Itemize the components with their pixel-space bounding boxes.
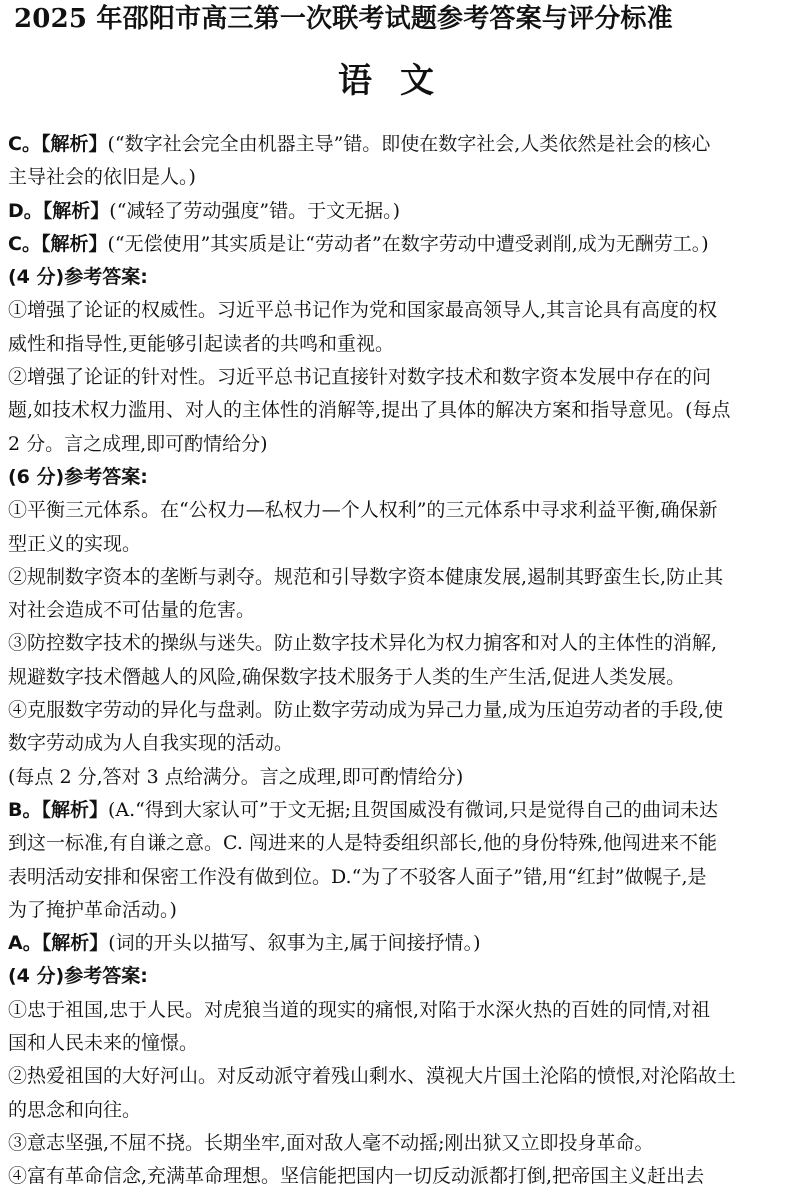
answer-text: (词的开头以描写、叙事为主,属于间接抒情。)	[108, 932, 481, 955]
answer-line	[8, 594, 800, 627]
answer-line	[8, 694, 800, 727]
answer-line	[8, 661, 800, 694]
answer-text: 2 分。言之成理,即可酌情给分)	[8, 432, 268, 455]
answer-label: D。【解析】	[8, 199, 110, 222]
answer-line	[8, 294, 800, 327]
answer-line	[8, 461, 800, 494]
answer-text: 威性和指导性,更能够引起读者的共鸣和重视。	[8, 332, 395, 355]
answer-text: 规避数字技术僭越人的风险,确保数字技术服务于人类的生产生活,促进人类发展。	[8, 665, 686, 688]
answer-text: 对社会造成不可估量的危害。	[8, 599, 256, 622]
answer-line	[8, 1160, 800, 1193]
answer-line	[8, 761, 800, 794]
answer-line	[8, 727, 800, 760]
answer-line	[8, 195, 800, 228]
answer-text: 主导社会的依旧是人。)	[8, 166, 196, 189]
answer-text: ①增强了论证的权威性。习近平总书记作为党和国家最高领导人,其言论具有高度的权	[8, 299, 718, 322]
answer-label: (4 分)参考答案:	[8, 266, 148, 289]
answer-text: 题,如技术权力滥用、对人的主体性的消解等,提出了具体的解决方案和指导意见。(每点	[8, 399, 731, 422]
answer-label: (4 分)参考答案:	[8, 965, 148, 988]
answer-line	[8, 261, 800, 294]
answer-text: 数字劳动成为人自我实现的活动。	[8, 732, 294, 755]
answer-label: C。【解析】	[8, 232, 108, 255]
page-title: 2025 年邵阳市高三第一次联考试题参考答案与评分标准	[14, 4, 673, 34]
answer-line	[8, 1127, 800, 1160]
answer-label: A。【解析】	[8, 932, 109, 955]
answer-label: C。【解析】	[8, 133, 108, 155]
answer-line	[8, 228, 800, 261]
answer-line	[8, 328, 800, 361]
answer-line	[8, 994, 800, 1027]
answer-line	[8, 394, 800, 427]
answer-text: (“无偿使用”其实质是让“劳动者”在数字劳动中遭受剥削,成为无酬劳工。)	[107, 232, 709, 255]
answer-line	[8, 561, 800, 594]
answer-line	[8, 627, 800, 660]
answer-text: 表明活动安排和保密工作没有做到位。D.“为了不驳客人面子”错,用“红封”做幌子,是	[8, 865, 707, 888]
answer-text: 到这一标准,有自谦之意。C. 闯进来的人是特委组织部长,他的身份特殊,他闯进来不能	[8, 832, 718, 855]
answer-line	[8, 960, 800, 993]
answer-text: ①平衡三元体系。在“公权力—私权力—个人权利”的三元体系中寻求利益平衡,确保新	[8, 499, 718, 522]
answer-line	[8, 1094, 800, 1127]
answer-label: B。【解析】	[8, 798, 108, 821]
answer-line	[8, 528, 800, 561]
answer-text: (每点 2 分,答对 3 点给满分。言之成理,即可酌情给分)	[8, 765, 464, 788]
answer-text: 型正义的实现。	[8, 532, 142, 555]
answer-text: ④克服数字劳动的异化与盘剥。防止数字劳动成为异己力量,成为压迫劳动者的手段,使	[8, 699, 724, 722]
answer-text: ②增强了论证的针对性。习近平总书记直接针对数字技术和数字资本发展中存在的问	[8, 366, 712, 389]
answer-text: 为了掩护革命活动。)	[8, 898, 177, 921]
answer-text: (A.“得到大家认可”于文无据;且贺国威没有微词,只是觉得自己的曲词未达	[107, 798, 719, 821]
answer-line	[8, 861, 800, 894]
answer-text: (“减轻了劳动强度”错。于文无据。)	[109, 199, 401, 222]
answer-text: ③防控数字技术的操纵与迷失。防止数字技术异化为权力掮客和对人的主体性的消解,	[8, 632, 718, 655]
answer-line	[8, 894, 800, 927]
answer-text: ②热爱祖国的大好河山。对反动派守着残山剩水、漠视大片国土沦陷的愤恨,对沦陷故土	[8, 1065, 737, 1088]
answer-text: ①忠于祖国,忠于人民。对虎狼当道的现实的痛恨,对陷于水深火热的百姓的同情,对祖	[8, 998, 711, 1021]
answer-line	[8, 794, 800, 827]
answer-text: 的思念和向往。	[8, 1098, 142, 1121]
answer-label: (6 分)参考答案:	[8, 465, 148, 488]
answer-line	[8, 494, 800, 527]
answer-text: 国和人民未来的憧憬。	[8, 1032, 199, 1055]
answer-text: ④富有革命信念,充满革命理想。坚信能把国内一切反动派都打倒,把帝国主义赶出去	[8, 1165, 705, 1188]
answer-line	[8, 1060, 800, 1093]
answer-content	[8, 128, 800, 1194]
answer-text: ③意志坚强,不屈不挠。长期坐牢,面对敌人毫不动摇;刚出狱又立即投身革命。	[8, 1131, 654, 1154]
answer-line	[8, 927, 800, 960]
answer-line	[8, 128, 800, 161]
answer-line	[8, 1027, 800, 1060]
subject-heading: 语文	[338, 61, 462, 101]
answer-line	[8, 428, 800, 461]
answer-line	[8, 827, 800, 860]
answer-text: ②规制数字资本的垄断与剥夺。规范和引导数字资本健康发展,遏制其野蛮生长,防止其	[8, 565, 724, 588]
answer-text: (“数字社会完全由机器主导”错。即使在数字社会,人类依然是社会的核心	[107, 133, 711, 155]
answer-line	[8, 361, 800, 394]
answer-line	[8, 161, 800, 194]
